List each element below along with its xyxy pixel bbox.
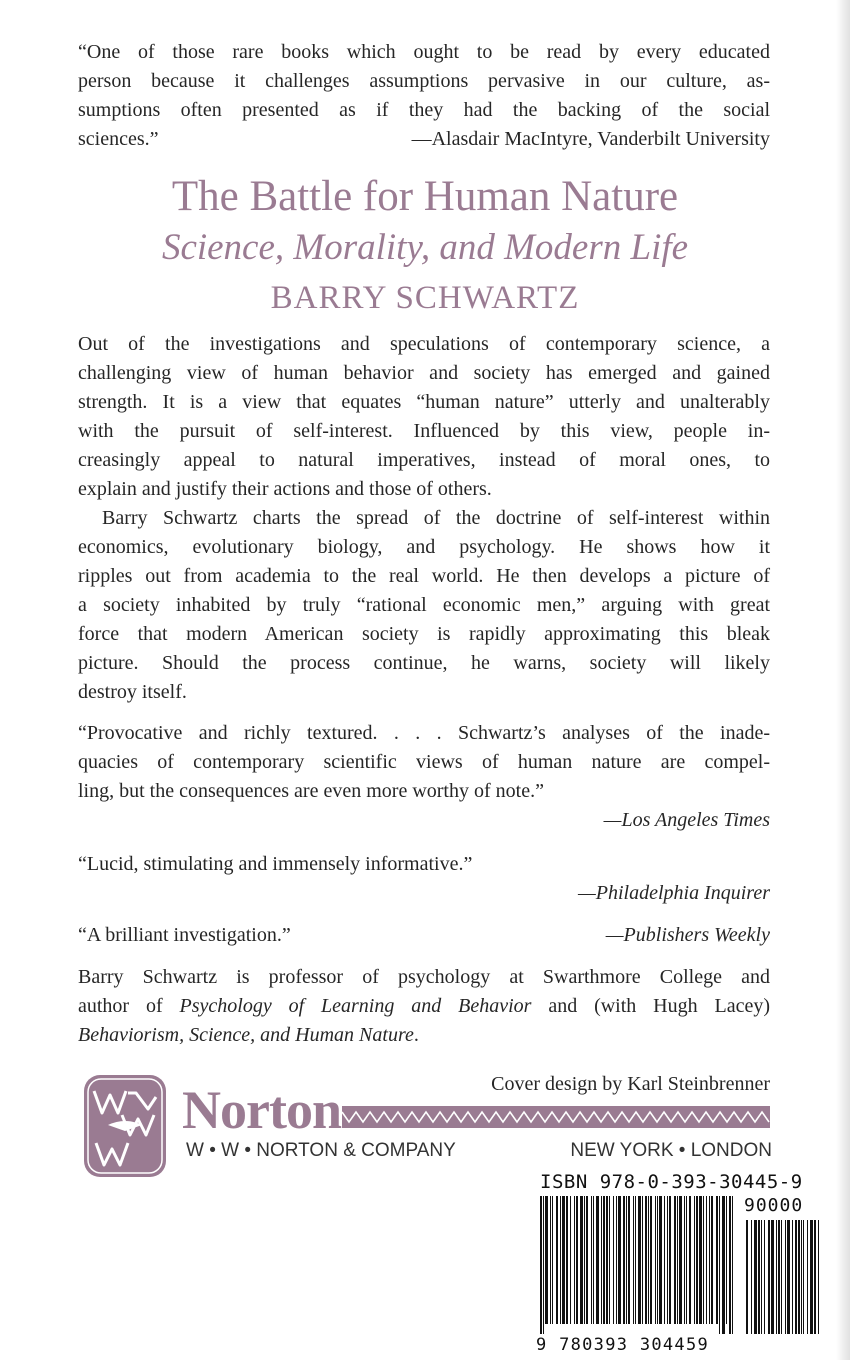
review-source: —Publishers Weekly	[605, 924, 770, 946]
barcode-addon-bar	[758, 1220, 760, 1334]
barcode-bar	[591, 1196, 592, 1324]
barcode-bar	[726, 1196, 727, 1324]
bio-text: author of	[78, 995, 180, 1017]
barcode-addon-bar	[810, 1220, 813, 1334]
description-line: creasingly appeal to natural imperatives, instead of moral ones, to	[78, 449, 770, 471]
barcode-bar	[596, 1196, 599, 1324]
review-source: —Philadelphia Inquirer	[577, 882, 770, 904]
barcode-bar	[722, 1196, 725, 1334]
description-line: Out of the investigations and speculations of contemporary science, a	[78, 333, 770, 355]
barcode-bar	[576, 1196, 578, 1324]
barcode-addon-digits: 90000	[744, 1195, 804, 1216]
barcode-addon-bar	[778, 1220, 780, 1334]
barcode-bar	[540, 1196, 542, 1334]
barcode-bar	[623, 1196, 625, 1324]
barcode-bar	[732, 1196, 733, 1334]
author-bio	[78, 963, 770, 1050]
barcode-bar	[729, 1196, 731, 1334]
barcode-bar	[696, 1196, 698, 1324]
barcode-bar	[657, 1196, 658, 1324]
barcode-addon-bar	[807, 1220, 808, 1334]
top-blurb-line: sciences.”	[78, 128, 159, 150]
barcode-addon-bar	[746, 1220, 748, 1334]
barcode-bar	[601, 1196, 602, 1324]
barcode-bar	[638, 1196, 641, 1324]
barcode-bar	[550, 1196, 551, 1324]
barcode-addon-bar	[792, 1220, 793, 1334]
book-subtitle: Science, Morality, and Modern Life	[161, 227, 689, 268]
description-line: a society inhabited by truly “rational economic men,” arguing with great	[78, 594, 770, 616]
description-line: Barry Schwartz charts the spread of the doctrine of self-interest within	[102, 507, 770, 529]
barcode-addon-bar	[761, 1220, 762, 1334]
norton-seal-icon	[82, 1073, 168, 1179]
description-line: ripples out from academia to the real world. He then develops a picture of	[78, 565, 770, 587]
barcode-bar	[574, 1196, 575, 1324]
top-blurb	[78, 38, 770, 154]
barcode-bar	[635, 1196, 636, 1324]
barcode-bar	[616, 1196, 617, 1324]
barcode-bar	[584, 1196, 585, 1324]
bio-line	[78, 1021, 770, 1050]
isbn-label: ISBN 978-0-393-30445-9	[540, 1171, 803, 1193]
barcode-bar	[648, 1196, 649, 1324]
barcode-addon-bar	[801, 1220, 802, 1334]
description-line: strength. It is a view that equates “human nature” utterly and unalterably	[78, 391, 770, 413]
bio-line	[78, 992, 770, 1021]
review-line: “Lucid, stimulating and immensely informative.”	[78, 853, 473, 875]
barcode-bar	[684, 1196, 685, 1324]
bio-book-title: Behaviorism, Science, and Human Nature	[78, 1024, 414, 1046]
review-line: “Provocative and richly textured. . . . Schwartz’s analyses of the inade-	[78, 722, 770, 744]
barcode-bar	[628, 1196, 630, 1324]
barcode-bar	[562, 1196, 565, 1324]
page-edge-shadow	[836, 0, 850, 1360]
description-line: economics, evolutionary biology, and psychology. He shows how it	[78, 536, 770, 558]
norton-wordmark: Norton	[182, 1080, 341, 1140]
barcode-addon-bar	[798, 1220, 800, 1334]
barcode-bar	[545, 1196, 548, 1324]
top-blurb-line: sumptions often presented as if they had the backing of the social	[78, 99, 770, 121]
barcode-bar	[711, 1196, 713, 1324]
description-line: destroy itself.	[78, 681, 187, 703]
barcode-bar	[669, 1196, 671, 1324]
description-line: explain and justify their actions and those of others.	[78, 478, 492, 500]
top-blurb-attribution: —Alasdair MacIntyre, Vanderbilt University	[411, 128, 770, 150]
top-blurb-line: “One of those rare books which ought to be read by every educated	[78, 41, 770, 63]
barcode-bar	[677, 1196, 678, 1324]
barcode-bars	[536, 1196, 824, 1334]
top-blurb-last-line	[78, 125, 770, 154]
barcode-bar	[560, 1196, 561, 1324]
barcode-bar	[699, 1196, 702, 1324]
barcode-bar	[543, 1196, 544, 1334]
barcode-addon-bar	[781, 1220, 782, 1334]
barcode-bar	[709, 1196, 710, 1324]
review-line: “A brilliant investigation.”	[78, 924, 291, 946]
barcode-addon-bar	[751, 1220, 752, 1334]
barcode-bar	[566, 1196, 568, 1324]
barcode-addon-bar	[764, 1220, 765, 1334]
barcode-addon-bar	[771, 1220, 774, 1334]
barcode-bar	[686, 1196, 687, 1324]
barcode-addon-bar	[768, 1220, 770, 1334]
review-la-times	[78, 719, 770, 835]
barcode-bar	[642, 1196, 643, 1324]
review-source: —Los Angeles Times	[603, 809, 770, 831]
barcode-bar	[570, 1196, 571, 1324]
publisher-cities: NEW YORK • LONDON	[570, 1140, 772, 1161]
review-philadelphia-inquirer	[78, 850, 770, 908]
barcode-bar	[603, 1196, 605, 1324]
barcode-bar	[556, 1196, 558, 1324]
top-blurb-line: person because it challenges assumptions pervasive in our culture, as-	[78, 70, 770, 92]
barcode-bar	[606, 1196, 608, 1324]
barcode-bar	[719, 1196, 720, 1334]
description-line: with the pursuit of self-interest. Influenced by this view, people in-	[78, 420, 770, 442]
barcode-addon-bar	[776, 1220, 777, 1334]
barcode-bar	[593, 1196, 594, 1324]
barcode-bar	[664, 1196, 665, 1324]
barcode-addon-bar	[818, 1220, 819, 1334]
bio-book-title: Psychology of Learning and Behavior	[179, 995, 532, 1017]
barcode-bar	[586, 1196, 588, 1324]
barcode-bar	[703, 1196, 704, 1324]
barcode-addon-bar	[787, 1220, 790, 1334]
barcode-bar	[706, 1196, 707, 1324]
barcode-bar	[716, 1196, 718, 1324]
description-line: force that modern American society is rapidly approximating this bleak	[78, 623, 770, 645]
barcode-bar	[633, 1196, 634, 1324]
publisher-imprint	[186, 1137, 772, 1165]
barcode-addon-bar	[814, 1220, 816, 1334]
book-description	[78, 330, 770, 707]
barcode-bar	[618, 1196, 621, 1324]
bio-text: .	[413, 1024, 419, 1046]
bio-text: and (with Hugh Lacey)	[531, 995, 770, 1017]
barcode-bar	[659, 1196, 662, 1324]
barcode-bar	[694, 1196, 695, 1324]
barcode-bar	[655, 1196, 656, 1324]
review-publishers-weekly	[78, 921, 770, 950]
description-line: challenging view of human behavior and society has emerged and gained	[78, 362, 770, 384]
barcode-bar	[626, 1196, 627, 1324]
barcode-bar	[609, 1196, 610, 1324]
review-line: quacies of contemporary scientific views of human nature are compel-	[78, 751, 770, 773]
barcode-bar	[674, 1196, 676, 1324]
barcode-addon-bar	[795, 1220, 797, 1334]
cover-credit: Cover design by Karl Steinbrenner	[491, 1073, 770, 1095]
barcode-addon-bar	[803, 1220, 804, 1334]
review-line: ling, but the consequences are even more worthy of note.”	[78, 780, 544, 802]
barcode-bar	[667, 1196, 668, 1324]
barcode-bar	[645, 1196, 647, 1324]
barcode-bar	[689, 1196, 691, 1324]
barcode-addon-bar	[785, 1220, 786, 1334]
bio-line: Barry Schwartz is professor of psychology at Swarthmore College and	[78, 966, 770, 988]
decorative-zigzag-band	[342, 1106, 770, 1128]
barcode-bar	[613, 1196, 614, 1324]
description-line: picture. Should the process continue, he warns, society will likely	[78, 652, 770, 674]
barcode-addon-bar	[754, 1220, 757, 1334]
barcode-bar	[650, 1196, 652, 1324]
ean-digits: 9 780393 304459	[536, 1335, 710, 1355]
book-title: The Battle for Human Nature	[171, 173, 679, 220]
publisher-name: W • W • NORTON & COMPANY	[186, 1140, 456, 1161]
barcode-bar	[580, 1196, 583, 1324]
barcode-bar	[552, 1196, 553, 1324]
barcode-bar	[679, 1196, 682, 1324]
book-author: BARRY SCHWARTZ	[270, 280, 580, 316]
